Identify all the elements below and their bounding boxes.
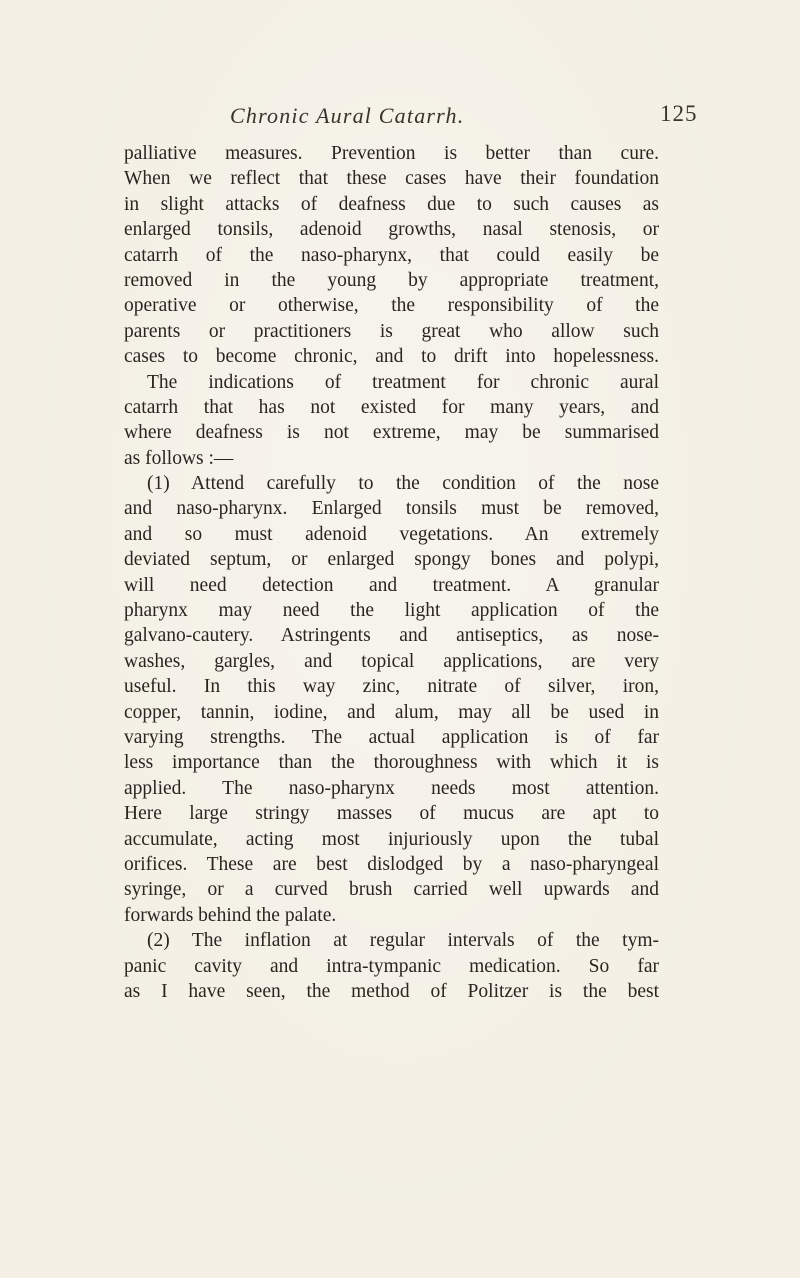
text-line: cases to become chronic, and to drift into hopelessness. [124, 346, 659, 368]
text-line: and so must adenoid vegetations. An extremely [124, 523, 659, 545]
text-line: Here large stringy masses of mucus are apt to [124, 803, 659, 825]
text-line: less importance than the thoroughness with which it is [124, 752, 659, 774]
text-line: When we reflect that these cases have their foundation [124, 168, 659, 190]
text-line: enlarged tonsils, adenoid growths, nasal stenosis, or [124, 219, 659, 241]
text-line: washes, gargles, and topical applications, are very [124, 650, 659, 672]
body-text [124, 141, 659, 1004]
page-number: 125 [660, 101, 698, 126]
text-line: and naso-pharynx. Enlarged tonsils must be removed, [124, 498, 659, 520]
text-line: where deafness is not extreme, may be summarised [124, 422, 659, 444]
text-line: forwards behind the palate. [124, 904, 337, 926]
text-line: parents or practitioners is great who allow such [124, 320, 659, 342]
text-line: (2) The inflation at regular intervals of the tym- [147, 930, 659, 952]
text-line: operative or otherwise, the responsibility of the [124, 295, 659, 317]
text-line: orifices. These are best dislodged by a naso-pharyngeal [124, 853, 659, 875]
text-line: palliative measures. Prevention is better than cure. [124, 143, 659, 164]
text-line: will need detection and treatment. A granular [124, 574, 659, 596]
text-line: catarrh that has not existed for many years, and [124, 396, 659, 418]
text-line: varying strengths. The actual application is of far [124, 726, 659, 748]
text-line: applied. The naso-pharynx needs most attention. [124, 777, 659, 799]
text-line: as follows :— [124, 447, 234, 469]
text-line: (1) Attend carefully to the condition of the nose [147, 473, 659, 495]
text-line: catarrh of the naso-pharynx, that could easily be [124, 244, 659, 266]
text-line: removed in the young by appropriate treatment, [124, 269, 659, 291]
text-line: panic cavity and intra-tympanic medication. So far [124, 955, 659, 977]
running-head-title: Chronic Aural Catarrh. [230, 103, 465, 128]
text-line: The indications of treatment for chronic aural [147, 371, 659, 393]
text-line: in slight attacks of deafness due to such causes as [124, 193, 659, 215]
text-line: syringe, or a curved brush carried well upwards and [124, 879, 659, 901]
text-line: deviated septum, or enlarged spongy bones and polypi, [124, 549, 659, 571]
text-line: pharynx may need the light application of the [124, 600, 659, 622]
text-line: useful. In this way zinc, nitrate of silver, iron, [124, 676, 659, 698]
text-line: accumulate, acting most injuriously upon the tubal [124, 828, 659, 850]
text-line: as I have seen, the method of Politzer is the best [124, 980, 659, 1002]
text-line: copper, tannin, iodine, and alum, may all be used in [124, 701, 659, 723]
text-line: galvano-cautery. Astringents and antiseptics, as nose- [124, 625, 659, 647]
